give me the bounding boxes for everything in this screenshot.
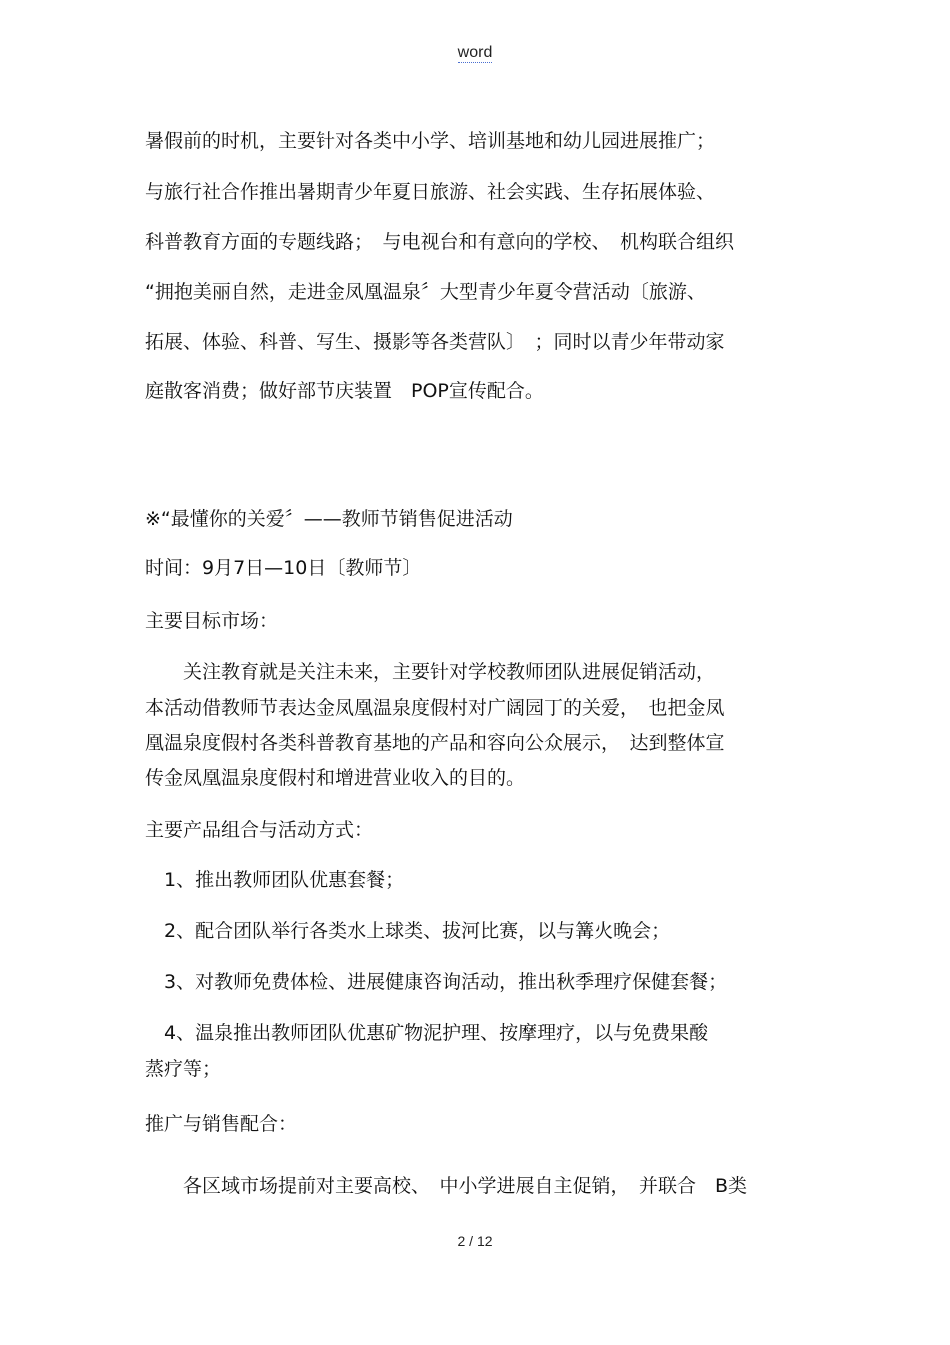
section-heading: ※“最懂你的关爱〞——教师节销售促进活动 (145, 508, 513, 530)
paragraph-line: 传金凤凰温泉度假村和增进营业收入的目的。 (145, 767, 526, 789)
text-line: 暑假前的时机，主要针对各类中小学、培训基地和幼儿园进展推广； (145, 130, 716, 152)
text-line: 与旅行社合作推出暑期青少年夏日旅游、社会实践、生存拓展体验、 (145, 181, 716, 203)
paragraph-line: 凰温泉度假村各类科普教育基地的产品和容向公众展示， 达到整体宣 (145, 732, 725, 754)
list-item: 2、配合团队举行各类水上球类、拔河比赛，以与篝火晚会； (145, 920, 671, 942)
list-item: 4、温泉推出教师团队优惠矿物泥护理、按摩理疗，以与免费果酸 (145, 1022, 709, 1044)
header-title: word (457, 44, 493, 61)
time-line: 时间：9月7日—10日〔教师节〕 (145, 557, 422, 579)
paragraph-line: 本活动借教师节表达金凤凰温泉度假村对广阔园丁的关爱， 也把金凤 (145, 697, 725, 719)
page-number: 2 / 12 (457, 1233, 493, 1249)
list-item-continuation: 蒸疗等； (145, 1058, 222, 1080)
paragraph-line: 各区域市场提前对主要高校、 中小学进展自主促销， 并联合 B类 (145, 1175, 748, 1197)
subheading-products: 主要产品组合与活动方式： (145, 819, 374, 841)
text-line: 庭散客消费；做好部节庆装置 POP宣传配合。 (145, 380, 544, 402)
text-line: “拥抱美丽自然，走进金凤凰温泉〞大型青少年夏令营活动〔旅游、 (145, 281, 706, 303)
text-line: 科普教育方面的专题线路； 与电视台和有意向的学校、 机构联合组织 (145, 231, 735, 253)
paragraph-line: 关注教育就是关注未来，主要针对学校教师团队进展促销活动， (145, 661, 716, 683)
text-line: 拓展、体验、科普、写生、摄影等各类营队〕 ；同时以青少年带动家 (145, 331, 725, 353)
subheading-target-market: 主要目标市场： (145, 610, 279, 632)
subheading-promotion: 推广与销售配合： (145, 1113, 298, 1135)
document-header (0, 44, 950, 62)
list-item: 1、推出教师团队优惠套餐； (145, 869, 405, 891)
list-item: 3、对教师免费体检、进展健康咨询活动，推出秋季理疗保健套餐； (145, 971, 728, 993)
